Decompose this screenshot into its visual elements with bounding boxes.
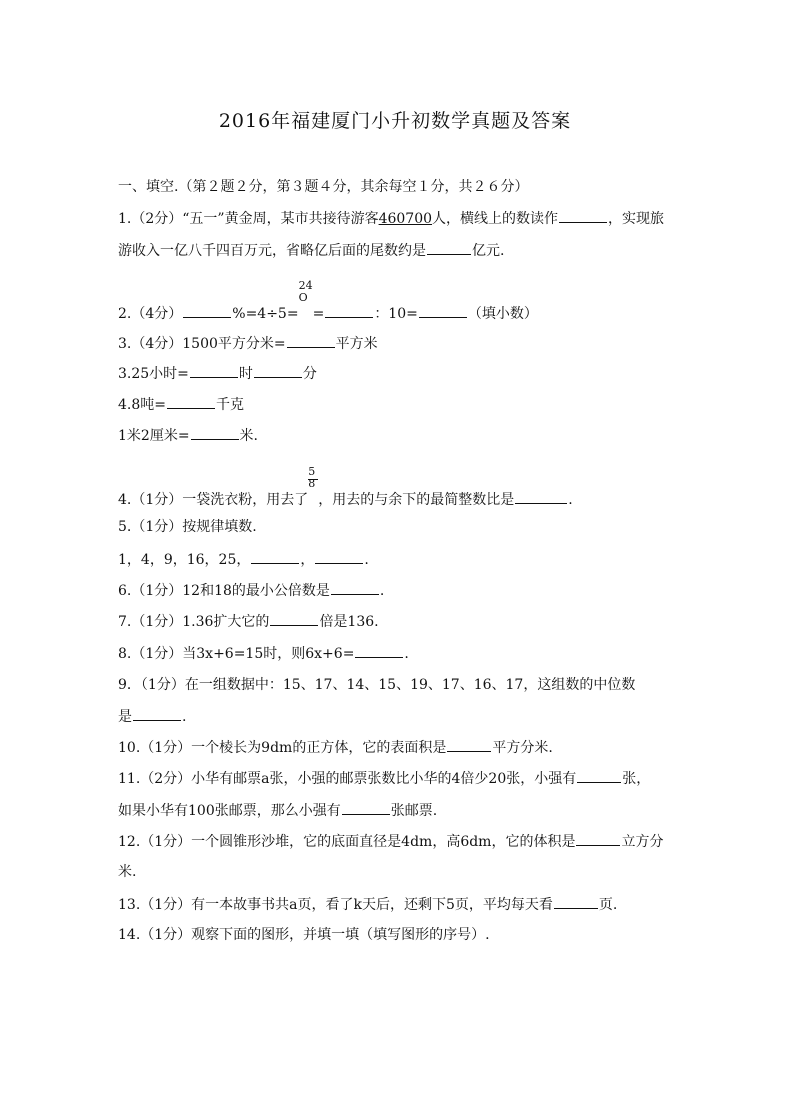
answer-blank[interactable] <box>427 240 471 255</box>
answer-blank[interactable] <box>342 800 390 815</box>
answer-blank[interactable] <box>325 303 373 318</box>
question-11-line-2: 如果小华有100张邮票，那么小强有 张邮票. <box>118 800 678 821</box>
question-5-line-2: 1，4，9，16，25， ， . <box>118 549 678 570</box>
fraction: 24 O <box>298 279 313 304</box>
question-3-line-1: 3.（4分）1500平方分米= 平方米 <box>118 333 678 354</box>
answer-blank[interactable] <box>190 363 238 378</box>
question-8: 8.（1分）当3x+6=15时，则6x+6= . <box>118 643 678 664</box>
fraction: $\frac{5}{8}$ <box>308 484 318 504</box>
question-9-line-2: 是 . <box>118 706 678 727</box>
answer-blank[interactable] <box>355 643 403 658</box>
answer-blank[interactable] <box>254 363 302 378</box>
question-12-line-2: 米. <box>118 864 137 880</box>
answer-blank[interactable] <box>515 489 567 504</box>
answer-blank[interactable] <box>577 768 621 783</box>
page-title: 2016年福建厦门小升初数学真题及答案 <box>218 110 572 132</box>
question-11-line-1: 11.（2分）小华有邮票a张，小强的邮票张数比小华的4倍少20张，小强有 张， <box>118 768 678 789</box>
answer-blank[interactable] <box>419 303 467 318</box>
question-14: 14.（1分）观察下面的图形，并填一填（填写图形的序号）. <box>118 927 490 943</box>
answer-blank[interactable] <box>315 549 363 564</box>
answer-blank[interactable] <box>167 394 215 409</box>
answer-blank[interactable] <box>554 894 598 909</box>
underlined-number: 460700 <box>378 211 433 227</box>
answer-blank[interactable] <box>331 580 379 595</box>
answer-blank[interactable] <box>251 549 299 564</box>
question-1-line-2: 游收入一亿八千四百万元，省略亿后面的尾数约是 亿元. <box>118 240 678 261</box>
question-12-line-1: 12.（1分）一个圆锥形沙堆，它的底面直径是4dm，高6dm，它的体积是 立方分 <box>118 831 678 852</box>
question-2: 2.（4分） %=4÷5= 24 O = ：10= （填小数） <box>118 279 538 322</box>
question-7: 7.（1分）1.36扩大它的 倍是136. <box>118 611 678 632</box>
section-heading: 一、填空.（第２题２分，第３题４分，其余每空１分，共２６分） <box>118 179 529 195</box>
question-3-line-3: 4.8吨= 千克 <box>118 394 678 415</box>
question-1-line-1: 1.（2分）“五一”黄金周，某市共接待游客460700人，横线上的数读作 ，实现旅 <box>118 208 678 229</box>
question-6: 6.（1分）12和18的最小公倍数是 . <box>118 580 678 601</box>
answer-blank[interactable] <box>287 333 335 348</box>
question-9-line-1: 9．（1分）在一组数据中：15、17、14、15、19、17、16、17，这组数的中位数 <box>118 677 636 693</box>
answer-blank[interactable] <box>183 303 231 318</box>
answer-blank[interactable] <box>270 611 318 626</box>
question-3-line-4: 1米2厘米= 米. <box>118 425 678 446</box>
answer-blank[interactable] <box>133 706 181 721</box>
question-10: 10.（1分）一个棱长为9dm的正方体，它的表面积是 平方分米. <box>118 737 678 758</box>
answer-blank[interactable] <box>191 425 239 440</box>
question-5-line-1: 5.（1分）按规律填数. <box>118 519 257 535</box>
question-3-line-2: 3.25小时= 时 分 <box>118 363 678 384</box>
question-4: 4.（1分）一袋洗衣粉，用去了 $\frac{5}{8}$ ，用去的与余下的最简整数比是 . <box>118 465 573 508</box>
question-13: 13.（1分）有一本故事书共a页，看了k天后，还剩下5页，平均每天看 页. <box>118 894 678 915</box>
answer-blank[interactable] <box>576 831 620 846</box>
answer-blank[interactable] <box>447 737 491 752</box>
answer-blank[interactable] <box>559 208 607 223</box>
